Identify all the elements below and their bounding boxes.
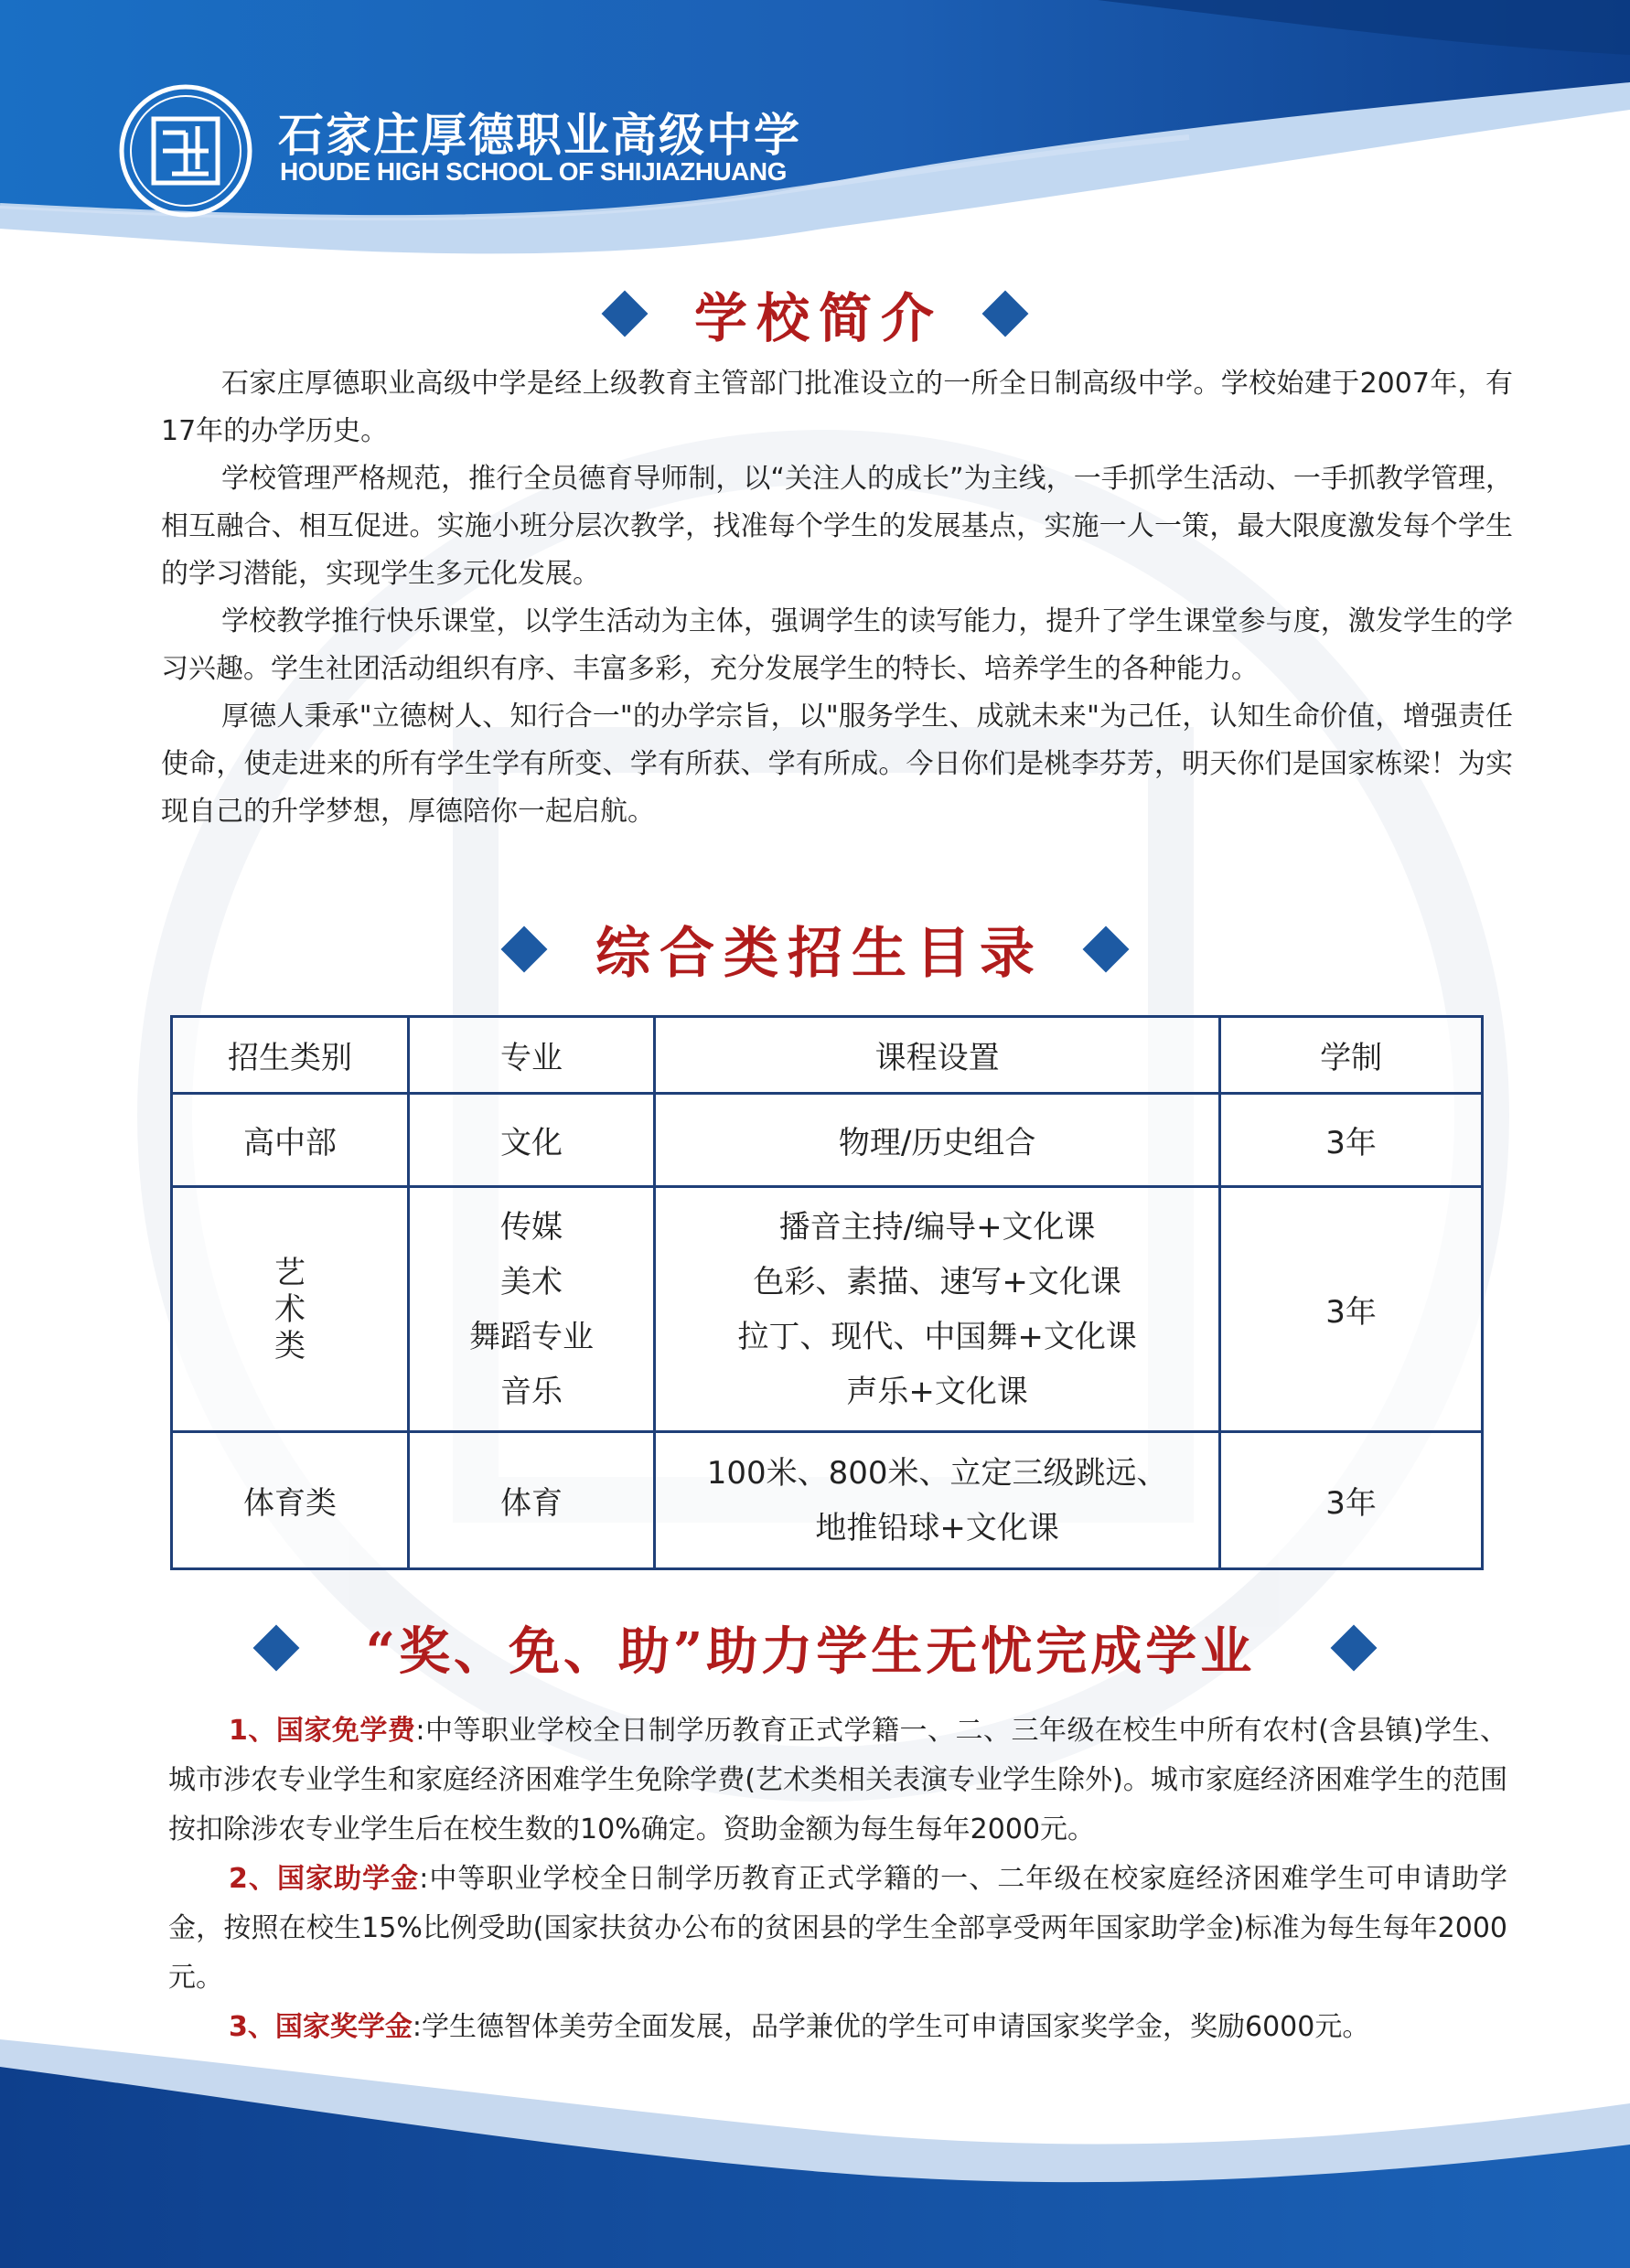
houde-seal-logo-icon [117,82,254,219]
major-cell: 文化 [409,1094,655,1187]
diamond-icon [602,291,649,337]
intro-text [161,360,1513,836]
course-item: 播音主持/编导+文化课 [778,1208,1096,1246]
major-item: 音乐 [500,1373,563,1410]
intro-heading [0,282,1630,349]
years-cell: 3年 [1220,1187,1483,1432]
category-char: 术 [274,1290,306,1328]
category-char: 类 [274,1327,306,1364]
intro-paragraph: 学校教学推行快乐课堂，以学生活动为主体，强调学生的读写能力，提升了学生课堂参与度，激发学生的学习兴趣。学生社团活动组织有序、丰富多彩，充分发展学生的特长、培养学生的各种能力。 [161,605,1513,685]
course-cell [655,1432,1220,1569]
major-item: 美术 [500,1263,563,1300]
aid-item-label: 3、国家奖学金 [229,2011,413,2043]
category-cell: 体育类 [172,1432,409,1569]
intro-paragraph: 石家庄厚德职业高级中学是经上级教育主管部门批准设立的一所全日制高级中学。学校始建于2007年，有17年的办学历史。 [161,368,1513,447]
major-cell: 体育 [409,1432,655,1569]
years-cell: 3年 [1220,1432,1483,1569]
aid-item-text: :学生德智体美劳全面发展，品学兼优的学生可申请国家奖学金，奖励6000元。 [412,2011,1370,2043]
aid-item-label: 2、国家助学金 [229,1863,420,1895]
table-row [172,1094,1483,1187]
diamond-icon [252,1625,299,1672]
intro-paragraph: 学校管理严格规范，推行全员德育导师制，以“关注人的成长”为主线，一手抓学生活动、一手抓教学管理，相互融合、相互促进。实施小班分层次教学，找准每个学生的发展基点，实施一人一策，最大限度激发每个学生的学习潜能，实现学生多元化发展。 [161,463,1513,590]
aid-title: “奖、免、助”助力学生无忧完成学业 [365,1621,1256,1682]
enrollment-table [170,1015,1484,1570]
major-item: 舞蹈专业 [469,1318,595,1355]
catalog-heading [0,913,1630,986]
course-cell [655,1187,1220,1432]
years-cell: 3年 [1220,1094,1483,1187]
intro-title: 学校简介 [693,287,943,349]
course-item: 100米、800米、立定三级跳远、 [706,1454,1168,1492]
table-header-cell: 课程设置 [655,1017,1220,1094]
diamond-icon [1083,926,1130,973]
table-header-cell: 学制 [1220,1017,1483,1094]
school-name-cn: 石家庄厚德职业高级中学 [278,109,801,162]
intro-paragraph: 厚德人秉承"立德树人、知行合一"的办学宗旨，以"服务学生、成就未来"为己任，认知生命价值，增强责任使命，使走进来的所有学生学有所变、学有所获、学有所成。今日你们是桃李芬芳，明天你们是国家栋梁！为实现自己的升学梦想，厚德陪你一起启航。 [161,701,1513,828]
aid-item-text: :中等职业学校全日制学历教育正式学籍的一、二年级在校家庭经济困难学生可申请助学金，按照在校生15%比例受助(国家扶贫办公布的贫困县的学生全部享受两年国家助学金)标准为每生每年2000元。 [168,1863,1507,1994]
diamond-icon [1331,1625,1378,1672]
category-char: 艺 [274,1254,306,1291]
course-cell: 物理/历史组合 [655,1094,1220,1187]
aid-item-text: :中等职业学校全日制学历教育正式学籍一、二、三年级在校生中所有农村(含县镇)学生、城市涉农专业学生和家庭经济困难学生免除学费(艺术类相关表演专业学生除外)。城市家庭经济困难学生的范围按扣除涉农专业学生后在校生数的10%确定。资助金额为每生每年2000元。 [168,1715,1507,1845]
table-header-row [172,1017,1483,1094]
diamond-icon [501,926,548,973]
category-cell: 高中部 [172,1094,409,1187]
aid-heading [0,1611,1630,1685]
table-row [172,1432,1483,1569]
course-item: 色彩、素描、速写+文化课 [753,1263,1121,1300]
major-item: 传媒 [500,1208,563,1246]
table-header-cell: 专业 [409,1017,655,1094]
catalog-title: 综合类招生目录 [595,922,1044,986]
course-item: 地推铅球+文化课 [815,1509,1059,1546]
aid-list [168,1706,1507,2052]
aid-item-label: 1、国家免学费 [229,1715,416,1747]
aid-item [168,1855,1507,2003]
aid-item [168,1706,1507,1855]
table-row [172,1187,1483,1432]
category-cell [172,1187,409,1432]
diamond-icon [982,291,1029,337]
course-item: 声乐+文化课 [846,1373,1028,1410]
table-header-cell: 招生类别 [172,1017,409,1094]
school-name-en: HOUDE HIGH SCHOOL OF SHIJIAZHUANG [280,157,787,186]
category-vertical-text [173,1255,407,1364]
aid-item [168,2003,1507,2052]
major-cell [409,1187,655,1432]
footer-wave [0,2039,1630,2268]
course-item: 拉丁、现代、中国舞+文化课 [737,1318,1137,1355]
